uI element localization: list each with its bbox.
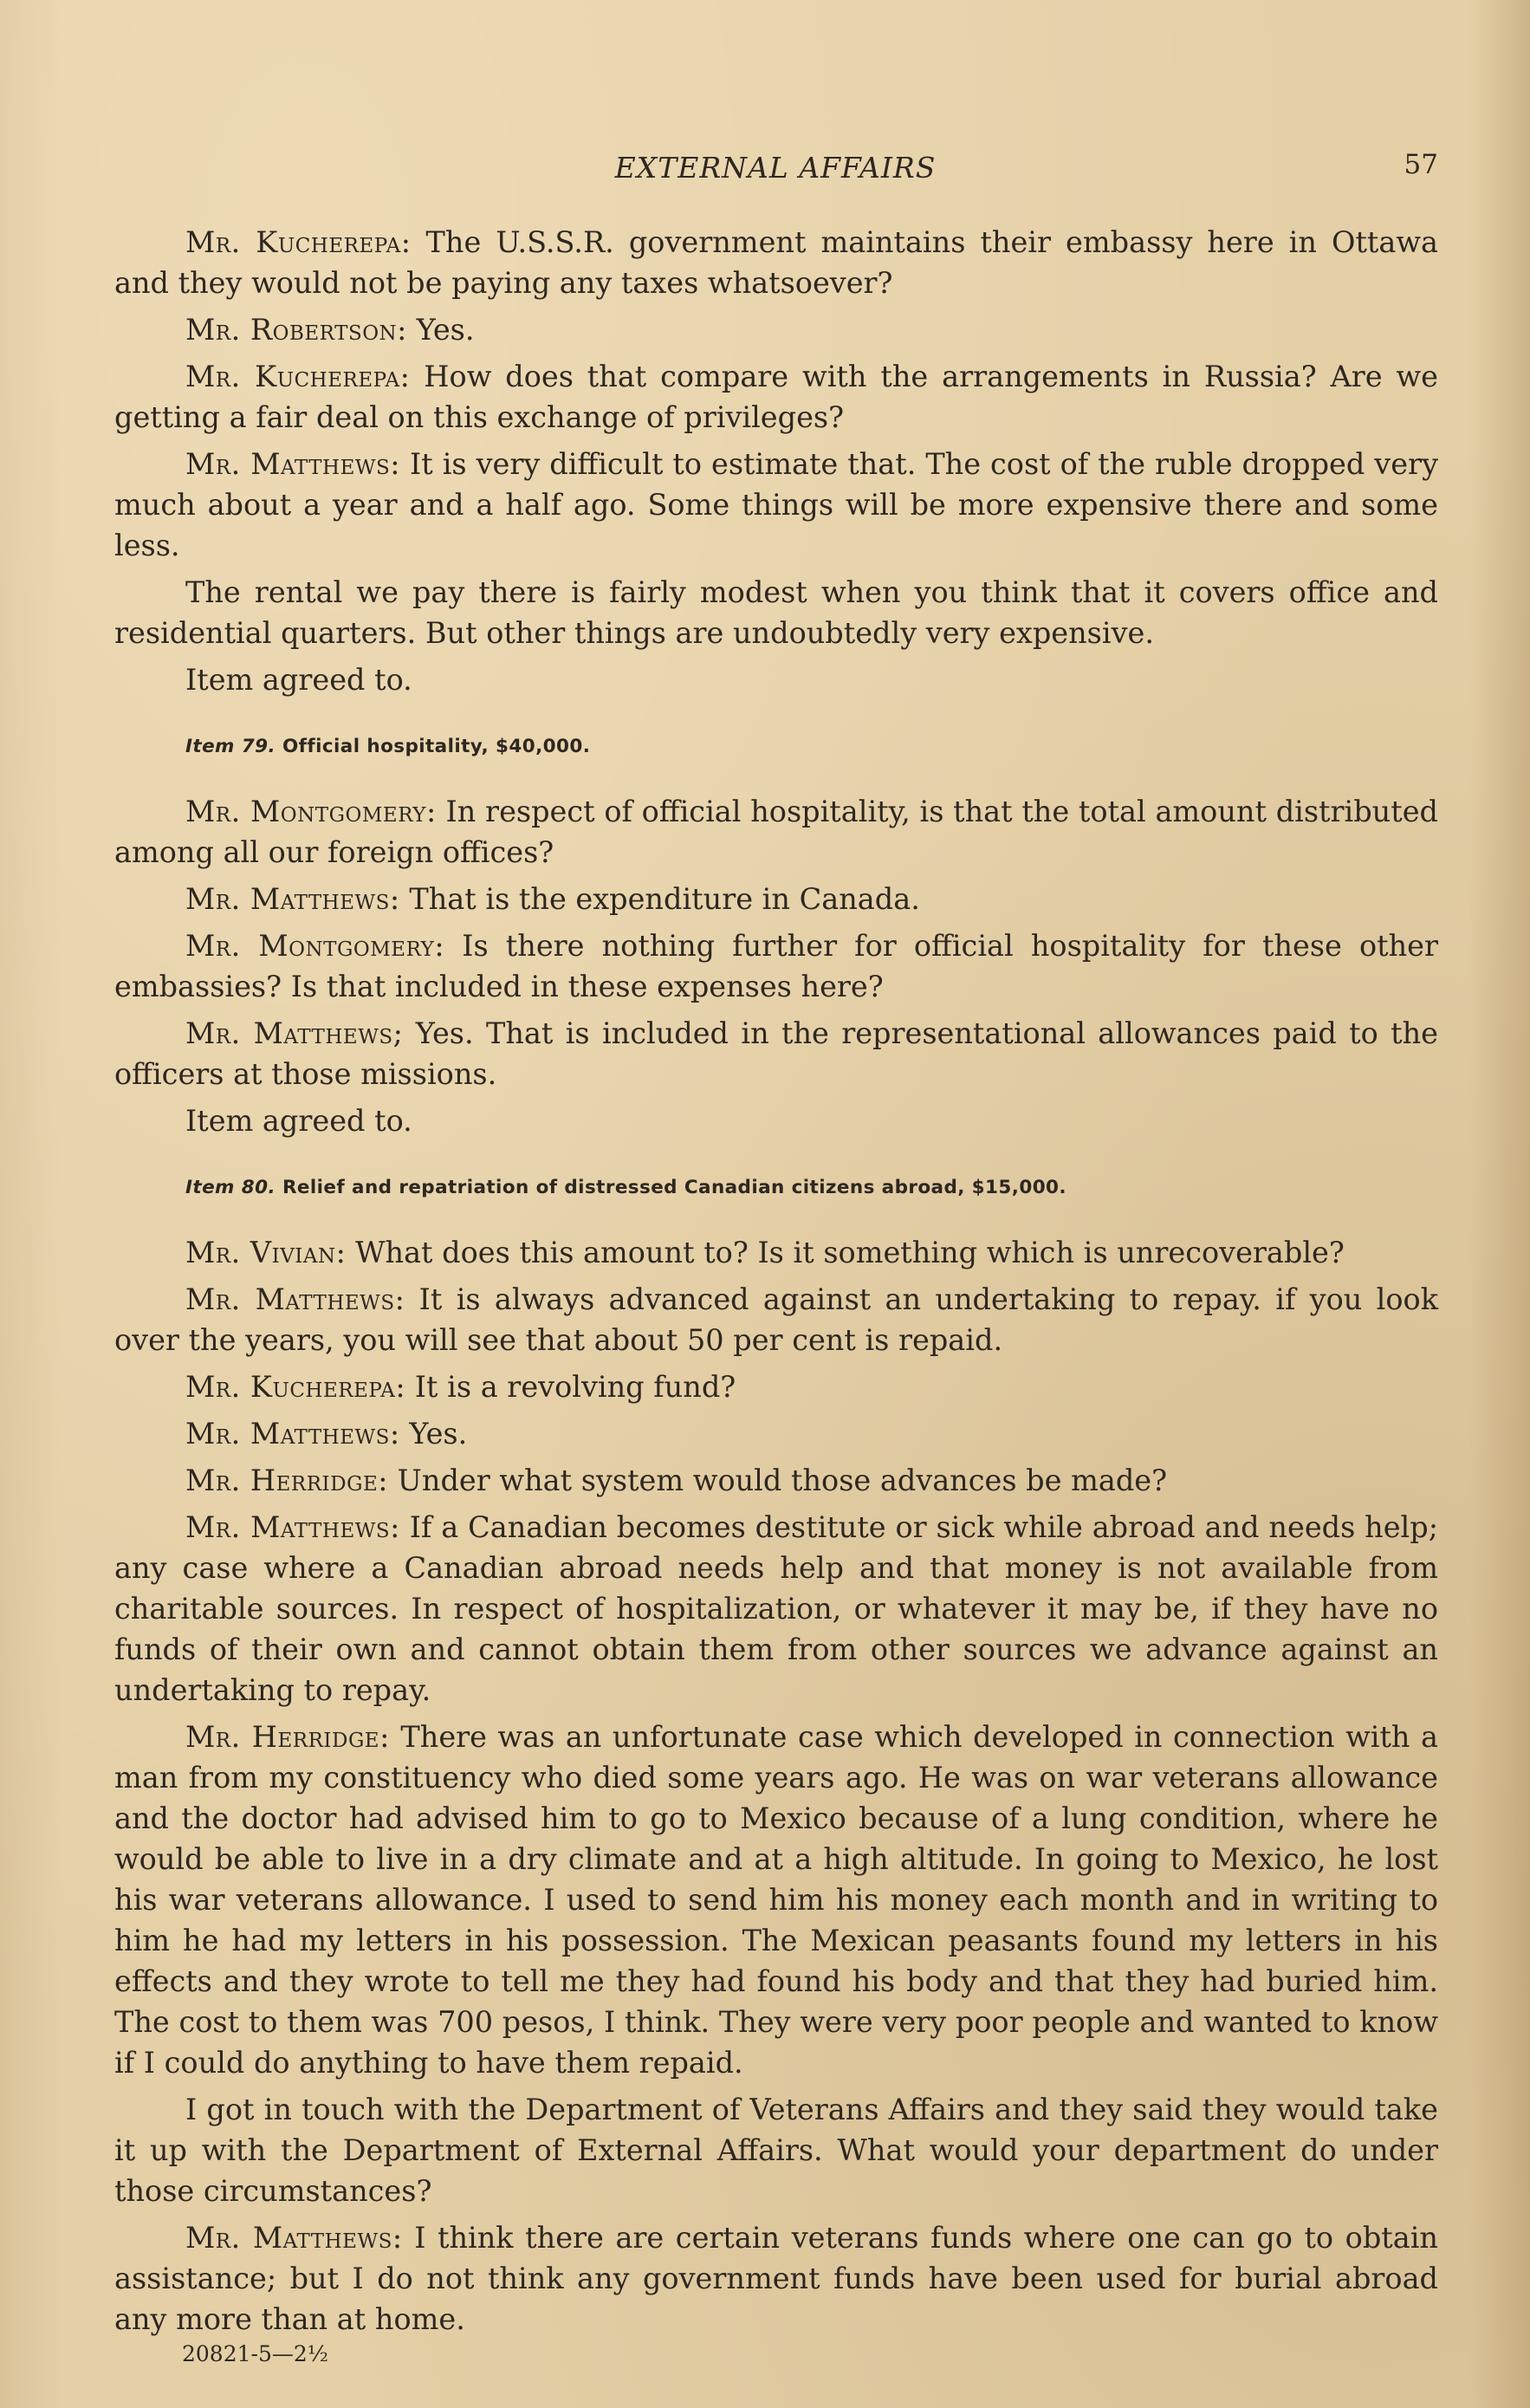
speaker-name: Mr. Herridge: [185,1464,389,1497]
page-number: 57 [1404,149,1438,180]
printer-signature: 20821-5—2½ [182,2341,329,2366]
speaker-name: Mr. Matthews: [185,1417,400,1451]
speaker-name: Mr. Matthews; [185,1016,404,1050]
speaker-name: Mr. Kucherepa: [185,225,412,259]
paragraph-text: Is there nothing further for official hospitality for these other embassies? Is that included in these expenses here? [114,929,1438,1003]
paragraph-text: Item agreed to. [185,1104,412,1138]
paragraph-group-item-80 [114,1232,1438,2340]
transcript-paragraph [114,444,1438,566]
speaker-name: Mr. Montgomery: [185,795,437,828]
transcript-paragraph [114,879,1438,919]
speaker-name: Mr. Montgomery: [185,929,445,963]
item-79-title: Official hospitality, $40,000. [282,736,591,757]
speaker-name: Mr. Robertson: [185,313,407,347]
speaker-name: Mr. Vivian: [185,1236,347,1269]
paragraph-text: Under what system would those advances be made? [388,1464,1168,1497]
paragraph-text: I got in touch with the Department of Veterans Affairs and they said they would take it up with the Department of External Affairs. What would your department do under those circumstances? [114,2093,1438,2208]
paragraph-text: Item agreed to. [185,663,412,697]
transcript-paragraph [114,1460,1438,1501]
speaker-name: Mr. Matthews: [185,1510,400,1544]
paragraph-text: There was an unfortunate case which developed in connection with a man from my constituency who died some years ago. He was on war veterans allowance and the doctor had advised him to go to Mexico because of a lung condition, where he would be able to live in a dry climate and at a high altitude. In going to Mexico, he lost his war veterans allowance. I used to send him his money each month and in writing to him he had my letters in his possession. The Mexican peasants found my letters in his effects and they wrote to tell me they had found his body and that they had buried him. The cost to them was 700 pesos, I think. They were very poor people and wanted to know if I could do anything to have them repaid. [114,1720,1438,2080]
paragraph-text: The U.S.S.R. government maintains their embassy here in Ottawa and they would not be paying any taxes whatsoever? [114,225,1439,300]
speaker-name: Mr. Matthews: [185,2221,403,2255]
paragraph-text: Yes. [406,313,475,347]
transcript-paragraph [114,1279,1438,1360]
paragraph-text: What does this amount to? Is it something which is unrecoverable? [346,1236,1345,1269]
item-80-heading [185,1167,1438,1208]
paragraph-text: It is very difficult to estimate that. The cost of the ruble dropped very much about a year and a half ago. Some things will be more expensive there and some less. [114,447,1438,562]
paragraph-group-item-78 [114,222,1438,700]
transcript-paragraph [114,572,1438,653]
paragraph-text: Yes. That is included in the representational allowances paid to the officers at those missions. [114,1016,1438,1091]
speaker-name: Mr. Matthews: [185,1282,405,1316]
transcript-paragraph [114,309,1438,350]
speaker-name: Mr. Matthews: [185,447,401,481]
transcript-paragraph [114,1413,1438,1454]
transcript-paragraph [114,1366,1438,1407]
page-header [113,146,1438,198]
transcript-paragraph [114,1013,1438,1094]
transcript-paragraph [114,356,1438,438]
item-80-title: Relief and repatriation of distressed Canadian citizens abroad, $15,000. [282,1177,1066,1198]
transcript-paragraph [114,222,1438,303]
transcript-paragraph [114,1232,1438,1273]
paragraph-text: How does that compare with the arrangements in Russia? Are we getting a fair deal on this exchange of privileges? [114,360,1439,434]
speaker-name: Mr. Kucherepa: [185,360,411,393]
transcript-paragraph [114,2089,1438,2211]
transcript-paragraph [114,1100,1438,1141]
paragraph-group-item-79 [114,791,1438,1141]
document-body [114,222,1438,2346]
transcript-paragraph [114,1717,1438,2083]
paragraph-text: The rental we pay there is fairly modest when you think that it covers office and residential quarters. But other things are undoubtedly very expensive. [114,575,1438,650]
item-79-label: Item 79. [185,736,276,757]
speaker-name: Mr. Matthews: [185,882,400,916]
transcript-paragraph [114,2217,1438,2340]
transcript-paragraph [114,1507,1438,1710]
paragraph-text: In respect of official hospitality, is that the total amount distributed among all our foreign offices? [114,795,1438,869]
transcript-paragraph [114,659,1438,700]
paragraph-text: That is the expenditure in Canada. [399,882,920,916]
item-79-heading [185,726,1438,767]
speaker-name: Mr. Kucherepa: [185,1370,406,1404]
speaker-name: Mr. Herridge: [185,1720,390,1754]
paragraph-text: Yes. [399,1417,468,1451]
item-80-label: Item 80. [185,1177,276,1198]
transcript-paragraph [114,925,1438,1007]
running-head: EXTERNAL AFFAIRS [614,151,937,185]
paragraph-text: It is a revolving fund? [405,1370,736,1404]
transcript-paragraph [114,791,1438,873]
paragraph-text: It is always advanced against an undertaking to repay. if you look over the years, you will see that about 50 per cent is repaid. [114,1282,1438,1357]
paragraph-text: I think there are certain veterans funds where one can go to obtain assistance; but I do not think any government funds have been used for burial abroad any more than at home. [114,2221,1438,2336]
paragraph-text: If a Canadian becomes destitute or sick while abroad and needs help; any case where a Canadian abroad needs help and that money is not available from charitable sources. In respect of hospitalization, or whatever it may be, if they have no funds of their own and cannot obtain them from other sources we advance against an undertaking to repay. [114,1510,1438,1707]
